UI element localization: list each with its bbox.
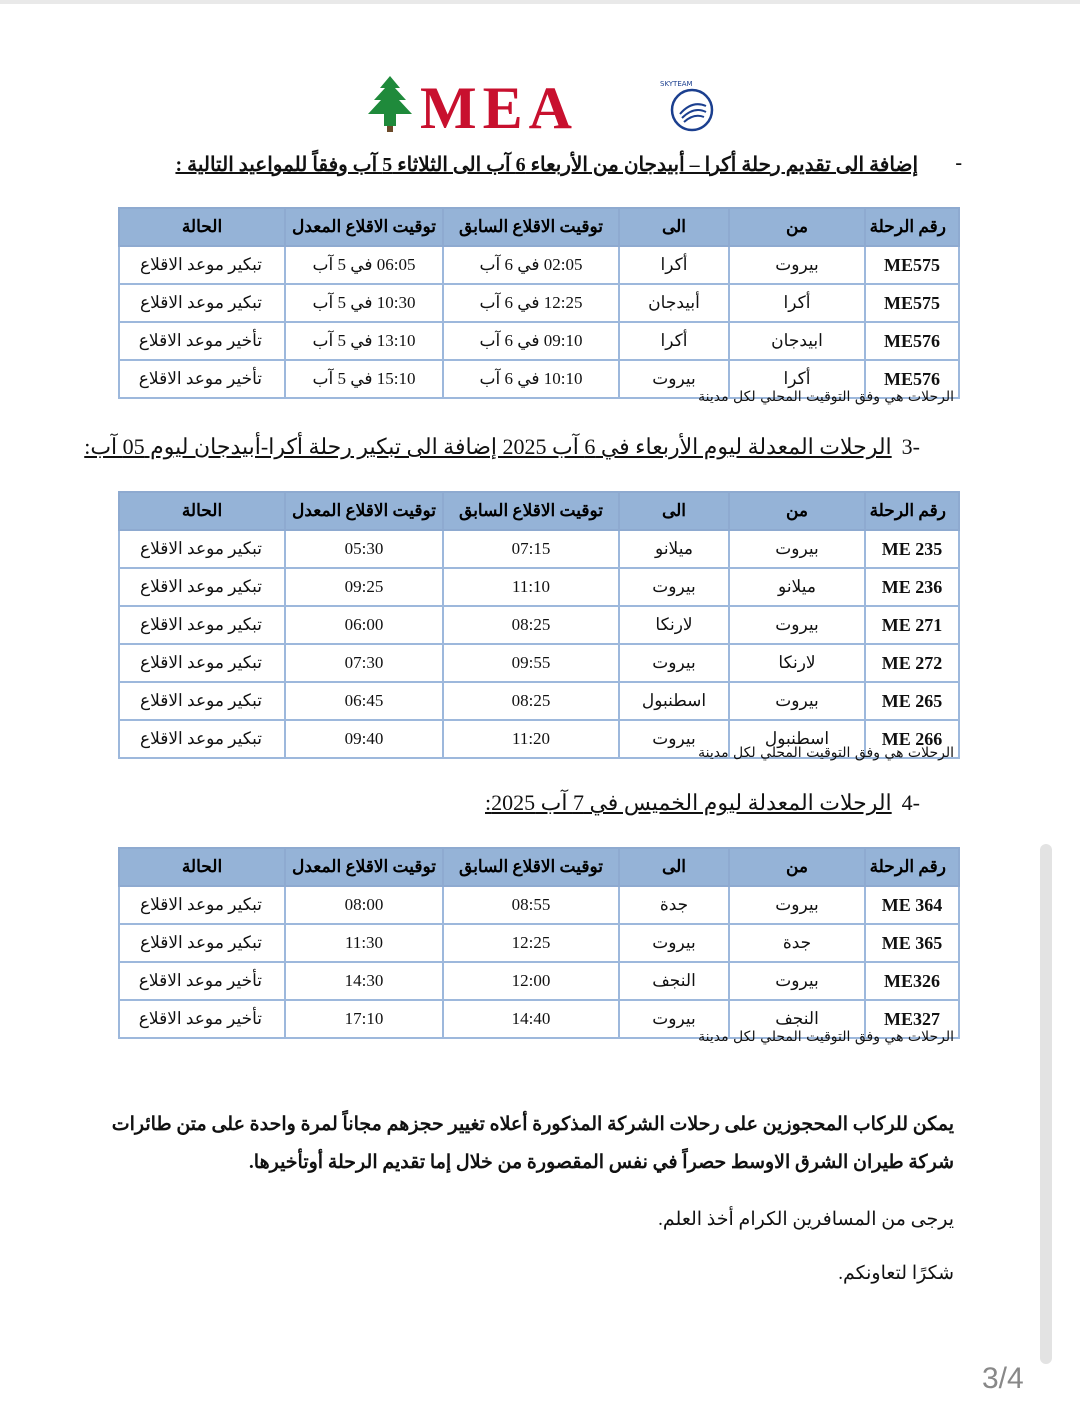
header-to: الى — [619, 848, 729, 886]
previous-time: 14:40 — [443, 1000, 619, 1038]
previous-time: 08:55 — [443, 886, 619, 924]
header-from: من — [729, 208, 865, 246]
table-header-row — [119, 208, 959, 246]
flight-number: ME576 — [865, 322, 959, 360]
new-time: 13:10 في 5 آب — [285, 322, 443, 360]
status: تبكير موعد الاقلاع — [119, 886, 285, 924]
from-city: بيروت — [729, 606, 865, 644]
new-time: 07:30 — [285, 644, 443, 682]
new-time: 08:00 — [285, 886, 443, 924]
section4-heading — [485, 790, 920, 816]
notice-paragraph: يرجى من المسافرين الكرام أخذ العلم. — [658, 1209, 954, 1230]
header-new-departure: توقيت الاقلاع المعدل — [285, 208, 443, 246]
flight-number: ME 365 — [865, 924, 959, 962]
to-city: جدة — [619, 886, 729, 924]
flight-number: ME 265 — [865, 682, 959, 720]
previous-time: 09:10 في 6 آب — [443, 322, 619, 360]
table-row — [119, 682, 959, 720]
status: تأخير موعد الاقلاع — [119, 322, 285, 360]
section3-heading — [84, 434, 920, 460]
flight-number: ME 266 — [865, 720, 959, 758]
rebooking-paragraph-line2: شركة طيران الشرق الاوسط حصراً في نفس المقصورة من خلال إما تقديم الرحلة أوتأخيرها. — [249, 1152, 954, 1173]
to-city: اسطنبول — [619, 682, 729, 720]
previous-time: 12:25 في 6 آب — [443, 284, 619, 322]
new-time: 09:25 — [285, 568, 443, 606]
header-to: الى — [619, 208, 729, 246]
table-row — [119, 322, 959, 360]
new-time: 17:10 — [285, 1000, 443, 1038]
header-previous-departure: توقيت الاقلاع السابق — [443, 492, 619, 530]
from-city: بيروت — [729, 246, 865, 284]
status: تبكير موعد الاقلاع — [119, 246, 285, 284]
section1-heading — [175, 152, 962, 177]
header-to: الى — [619, 492, 729, 530]
status: تبكير موعد الاقلاع — [119, 682, 285, 720]
page-top-edge — [0, 0, 1080, 4]
table-row — [119, 924, 959, 962]
to-city: لارنكا — [619, 606, 729, 644]
status: تبكير موعد الاقلاع — [119, 530, 285, 568]
table-row — [119, 644, 959, 682]
mea-logo — [360, 72, 720, 141]
header-new-departure: توقيت الاقلاع المعدل — [285, 492, 443, 530]
section3-title: الرحلات المعدلة ليوم الأربعاء في 6 آب 2025 إضافة الى تبكير رحلة أكرا-أبيدجان ليوم 05 آب: — [84, 434, 892, 459]
previous-time: 09:55 — [443, 644, 619, 682]
table-row — [119, 886, 959, 924]
from-city: بيروت — [729, 962, 865, 1000]
section1-dash: - — [955, 152, 962, 174]
previous-time: 12:25 — [443, 924, 619, 962]
rebooking-paragraph-line1: يمكن للركاب المحجوزين على رحلات الشركة المذكورة أعلاه تغيير حجزهم مجاناً لمرة واحدة على متن طائرات — [111, 1114, 954, 1135]
header-new-departure: توقيت الاقلاع المعدل — [285, 848, 443, 886]
header-previous-departure: توقيت الاقلاع السابق — [443, 208, 619, 246]
from-city: ابيدجان — [729, 322, 865, 360]
thanks-paragraph: شكرًا لتعاونكم. — [838, 1263, 954, 1284]
header-status: الحالة — [119, 492, 285, 530]
local-time-note: الرحلات هي وفق التوقيت المحلي لكل مدينة — [698, 745, 954, 761]
new-time: 06:00 — [285, 606, 443, 644]
to-city: بيروت — [619, 1000, 729, 1038]
header-flight-number: رقم الرحلة — [865, 208, 959, 246]
table-row — [119, 284, 959, 322]
previous-time: 11:20 — [443, 720, 619, 758]
flight-number: ME326 — [865, 962, 959, 1000]
new-time: 05:30 — [285, 530, 443, 568]
from-city: بيروت — [729, 682, 865, 720]
brand-text: MEA — [420, 75, 578, 141]
status: تأخير موعد الاقلاع — [119, 962, 285, 1000]
section3-number: -3 — [901, 434, 920, 459]
status: تبكير موعد الاقلاع — [119, 284, 285, 322]
to-city: أبيدجان — [619, 284, 729, 322]
previous-time: 12:00 — [443, 962, 619, 1000]
new-time: 09:40 — [285, 720, 443, 758]
to-city: النجف — [619, 962, 729, 1000]
header-previous-departure: توقيت الاقلاع السابق — [443, 848, 619, 886]
new-time: 11:30 — [285, 924, 443, 962]
flight-number: ME327 — [865, 1000, 959, 1038]
local-time-note: الرحلات هي وفق التوقيت المحلي لكل مدينة — [698, 1029, 954, 1045]
from-city: أكرا — [729, 284, 865, 322]
table-row — [119, 962, 959, 1000]
previous-time: 07:15 — [443, 530, 619, 568]
to-city: بيروت — [619, 644, 729, 682]
to-city: بيروت — [619, 720, 729, 758]
new-time: 14:30 — [285, 962, 443, 1000]
scrollbar-thumb[interactable] — [1040, 844, 1052, 1364]
from-city: اسطنبول — [729, 720, 865, 758]
flight-number: ME 271 — [865, 606, 959, 644]
flight-number: ME576 — [865, 360, 959, 398]
new-time: 10:30 في 5 آب — [285, 284, 443, 322]
new-time: 06:45 — [285, 682, 443, 720]
to-city: أكرا — [619, 322, 729, 360]
table-row — [119, 568, 959, 606]
schedule-table-2 — [118, 491, 960, 759]
from-city: أكرا — [729, 360, 865, 398]
previous-time: 11:10 — [443, 568, 619, 606]
status: تأخير موعد الاقلاع — [119, 360, 285, 398]
from-city: بيروت — [729, 530, 865, 568]
page-counter: 3/4 — [982, 1362, 1024, 1395]
flight-number: ME 364 — [865, 886, 959, 924]
flight-number: ME 236 — [865, 568, 959, 606]
cedar-tree-icon — [360, 74, 420, 134]
table-row — [119, 530, 959, 568]
flight-number: ME 272 — [865, 644, 959, 682]
to-city: بيروت — [619, 568, 729, 606]
status: تبكير موعد الاقلاع — [119, 644, 285, 682]
header-flight-number: رقم الرحلة — [865, 492, 959, 530]
skyteam-logo-icon — [656, 74, 718, 136]
section1-title: إضافة الى تقديم رحلة أكرا – أبيدجان من الأربعاء 6 آب الى الثلاثاء 5 آب وفقاً للمواعيد التالية : — [175, 154, 918, 176]
flight-number: ME575 — [865, 284, 959, 322]
flight-number: ME575 — [865, 246, 959, 284]
table-header-row — [119, 492, 959, 530]
section4-title: الرحلات المعدلة ليوم الخميس في 7 آب 2025: — [485, 790, 892, 815]
from-city: بيروت — [729, 886, 865, 924]
skyteam-text: SKYTEAM — [660, 80, 693, 88]
from-city: لارنكا — [729, 644, 865, 682]
table-row — [119, 606, 959, 644]
header-flight-number: رقم الرحلة — [865, 848, 959, 886]
table-header-row — [119, 848, 959, 886]
flight-number: ME 235 — [865, 530, 959, 568]
status: تبكير موعد الاقلاع — [119, 568, 285, 606]
to-city: بيروت — [619, 924, 729, 962]
to-city: أكرا — [619, 246, 729, 284]
header-from: من — [729, 848, 865, 886]
header-status: الحالة — [119, 208, 285, 246]
from-city: النجف — [729, 1000, 865, 1038]
header-from: من — [729, 492, 865, 530]
status: تأخير موعد الاقلاع — [119, 1000, 285, 1038]
previous-time: 08:25 — [443, 682, 619, 720]
previous-time: 02:05 في 6 آب — [443, 246, 619, 284]
schedule-table-3 — [118, 847, 960, 1039]
from-city: ميلانو — [729, 568, 865, 606]
previous-time: 10:10 في 6 آب — [443, 360, 619, 398]
status: تبكير موعد الاقلاع — [119, 924, 285, 962]
previous-time: 08:25 — [443, 606, 619, 644]
status: تبكير موعد الاقلاع — [119, 720, 285, 758]
to-city: ميلانو — [619, 530, 729, 568]
status: تبكير موعد الاقلاع — [119, 606, 285, 644]
to-city: بيروت — [619, 360, 729, 398]
local-time-note: الرحلات هي وفق التوقيت المحلي لكل مدينة — [698, 389, 954, 405]
new-time: 06:05 في 5 آب — [285, 246, 443, 284]
header-status: الحالة — [119, 848, 285, 886]
schedule-table-1 — [118, 207, 960, 399]
new-time: 15:10 في 5 آب — [285, 360, 443, 398]
table-row — [119, 246, 959, 284]
from-city: جدة — [729, 924, 865, 962]
section4-number: -4 — [901, 790, 920, 815]
